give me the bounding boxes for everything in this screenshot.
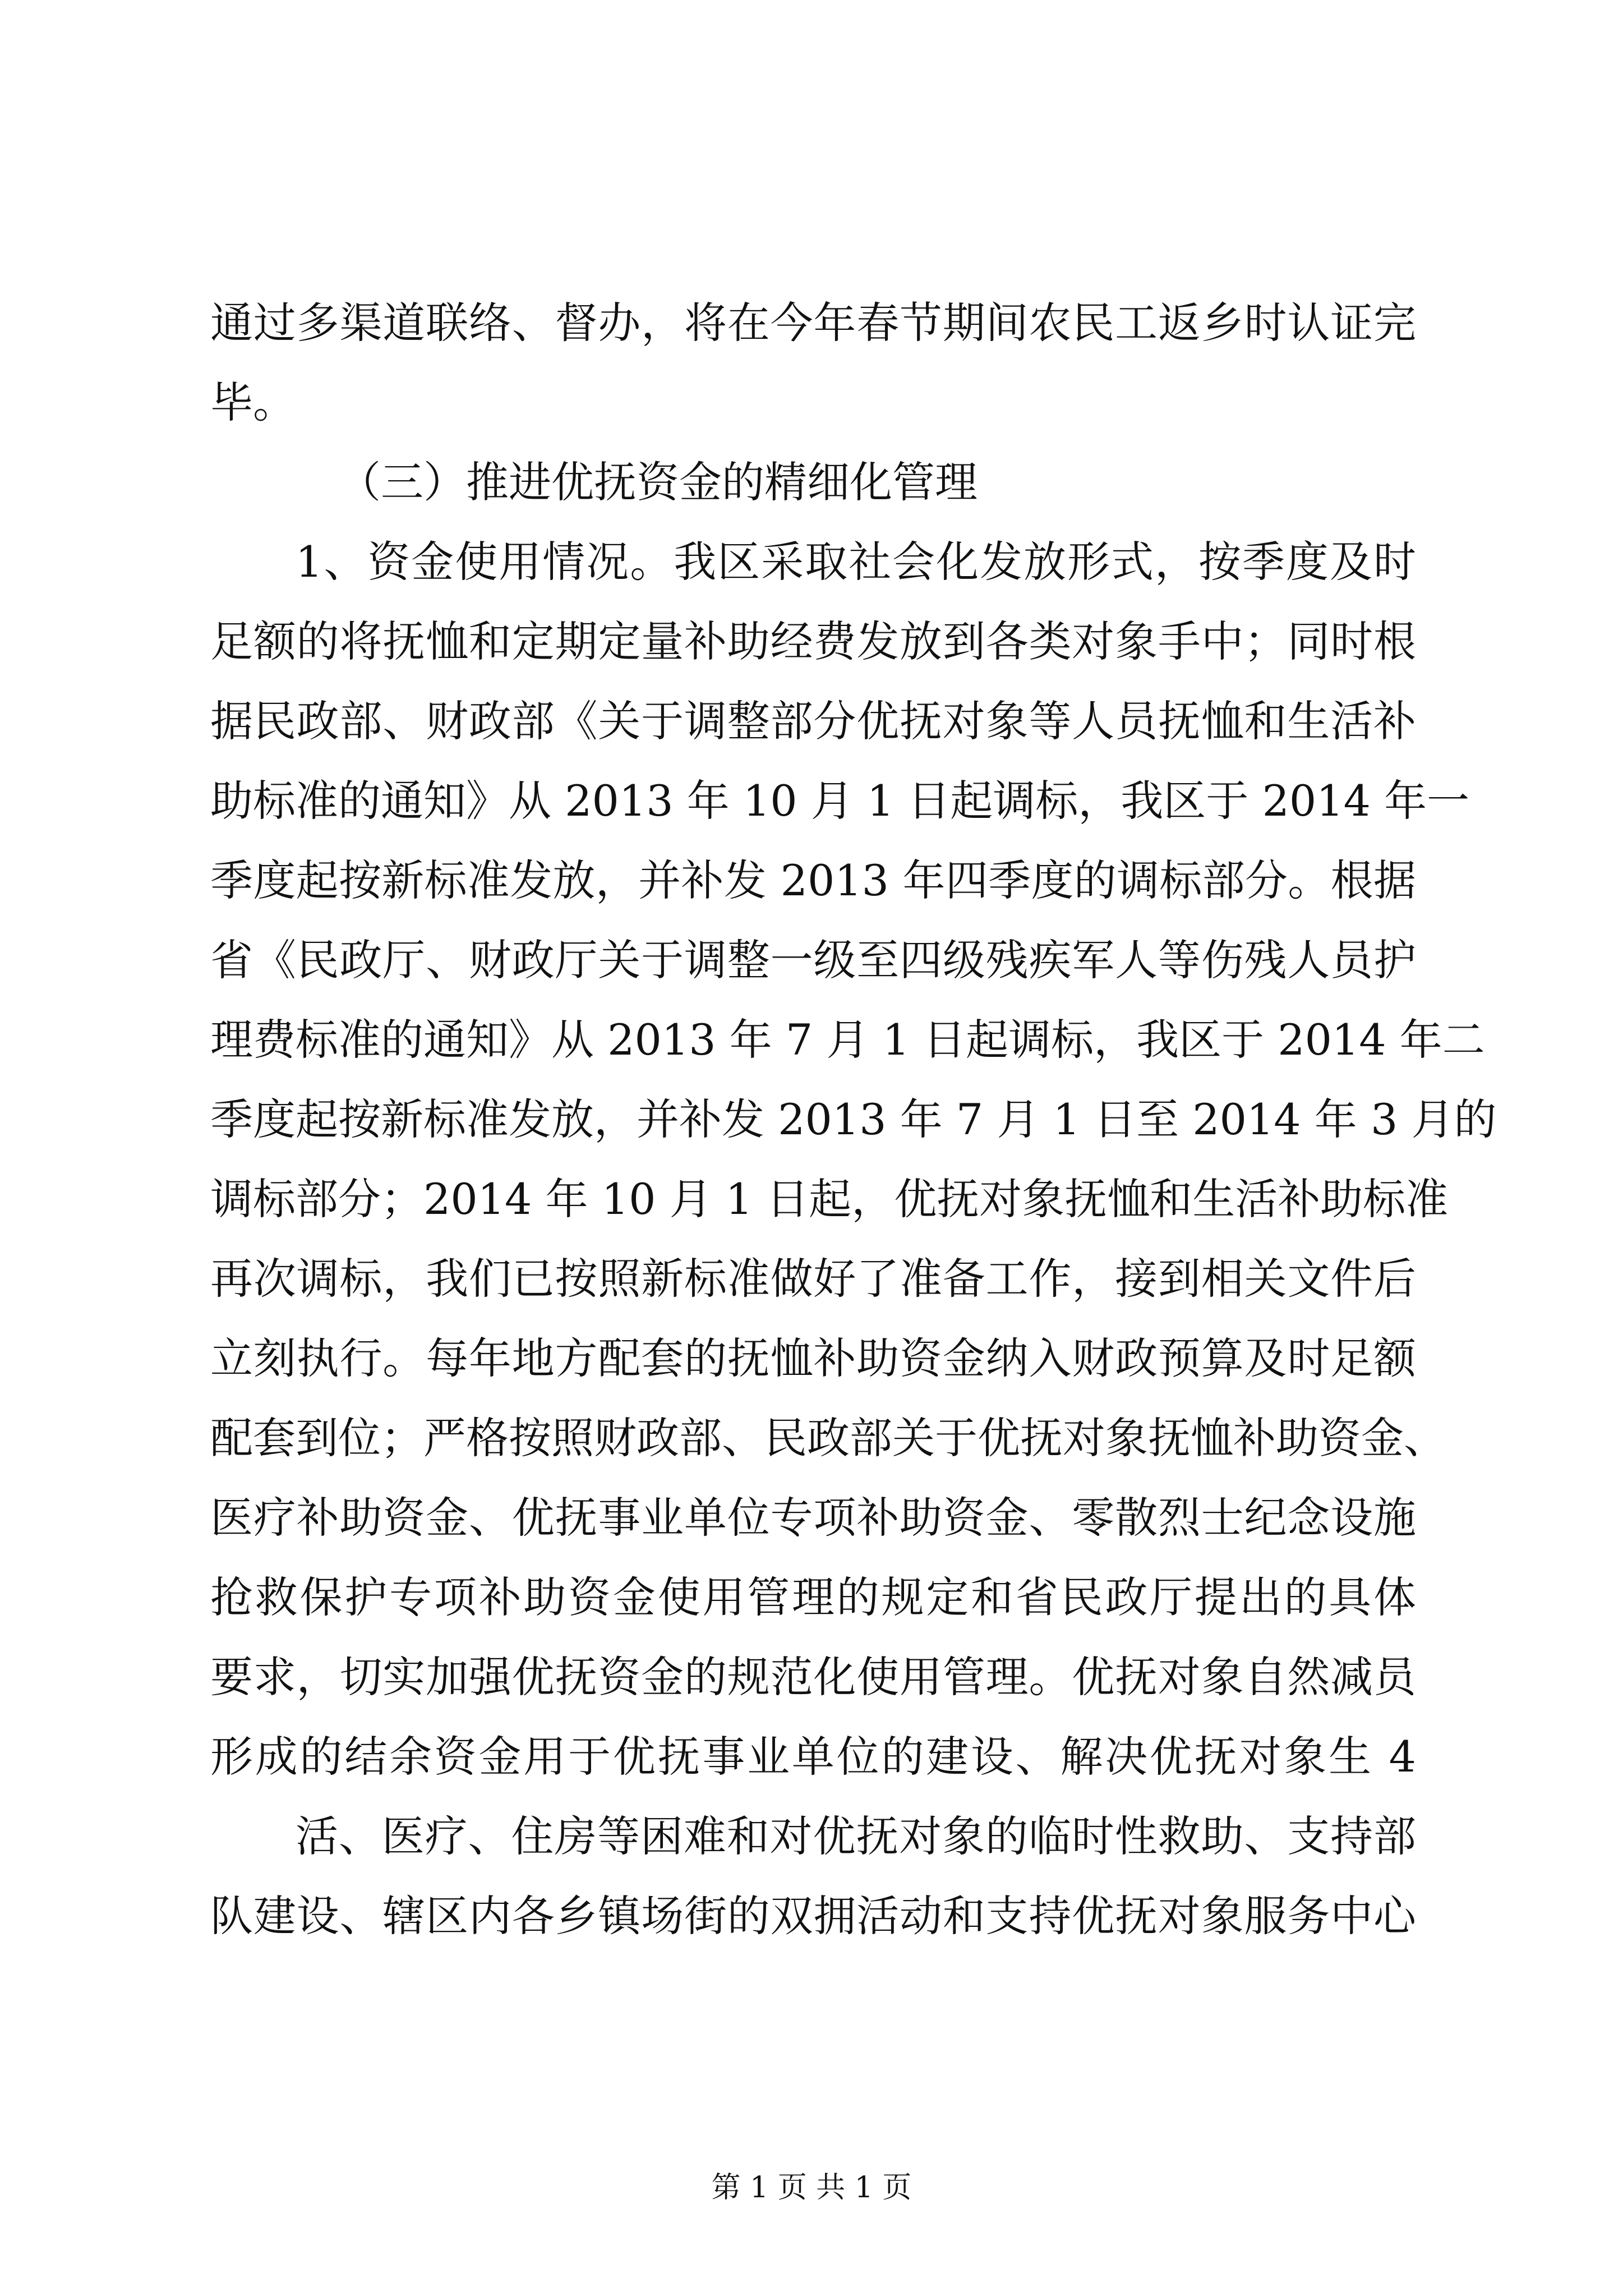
text-line: 季度起按新标准发放，并补发 2013 年 7 月 1 日至 2014 年 3 月的 xyxy=(210,1094,1497,1144)
text-line: 调标部分；2014 年 10 月 1 日起，优抚对象抚恤和生活补助标准 xyxy=(210,1174,1449,1224)
text-line: 医疗补助资金、优抚事业单位专项补助资金、零散烈士纪念设施 xyxy=(210,1493,1416,1543)
text-line: 省《民政厅、财政厅关于调整一级至四级残疾军人等伤残人员护 xyxy=(210,935,1416,985)
text-line: 理费标准的通知》从 2013 年 7 月 1 日起调标，我区于 2014 年二 xyxy=(210,1015,1485,1065)
text-line: 足额的将抚恤和定期定量补助经费发放到各类对象手中；同时根 xyxy=(210,616,1416,666)
text-line: 毕。 xyxy=(210,378,296,427)
text-line: 据民政部、财政部《关于调整部分优抚对象等人员抚恤和生活补 xyxy=(210,696,1416,746)
text-line: 形成的结余资金用于优抚事业单位的建设、解决优抚对象生 4 xyxy=(210,1732,1416,1782)
text-line: 再次调标，我们已按照新标准做好了准备工作，接到相关文件后 xyxy=(210,1254,1416,1304)
text-line: 1、资金使用情况。我区采取社会化发放形式，按季度及时 xyxy=(296,537,1416,587)
page-footer: 第 1 页 共 1 页 xyxy=(711,2171,912,2205)
text-line: 要求，切实加强优抚资金的规范化使用管理。优抚对象自然减员 xyxy=(210,1652,1416,1702)
document-body xyxy=(210,283,1497,1956)
text-line: 季度起按新标准发放，并补发 2013 年四季度的调标部分。根据 xyxy=(210,855,1416,905)
text-line: 抢救保护专项补助资金使用管理的规定和省民政厅提出的具体 xyxy=(210,1572,1416,1622)
section-heading: （三）推进优抚资金的精细化管理 xyxy=(338,457,978,507)
text-line: 配套到位；严格按照财政部、民政部关于优抚对象抚恤补助资金、 xyxy=(210,1413,1446,1463)
text-line: 通过多渠道联络、督办，将在今年春节期间农民工返乡时认证完 xyxy=(210,298,1416,348)
text-line: 立刻执行。每年地方配套的抚恤补助资金纳入财政预算及时足额 xyxy=(210,1333,1416,1383)
text-line: 活、医疗、住房等困难和对优抚对象的临时性救助、支持部 xyxy=(296,1811,1416,1861)
text-line: 助标准的通知》从 2013 年 10 月 1 日起调标，我区于 2014 年一 xyxy=(210,776,1470,826)
text-line: 队建设、辖区内各乡镇场街的双拥活动和支持优抚对象服务中心 xyxy=(210,1891,1416,1941)
